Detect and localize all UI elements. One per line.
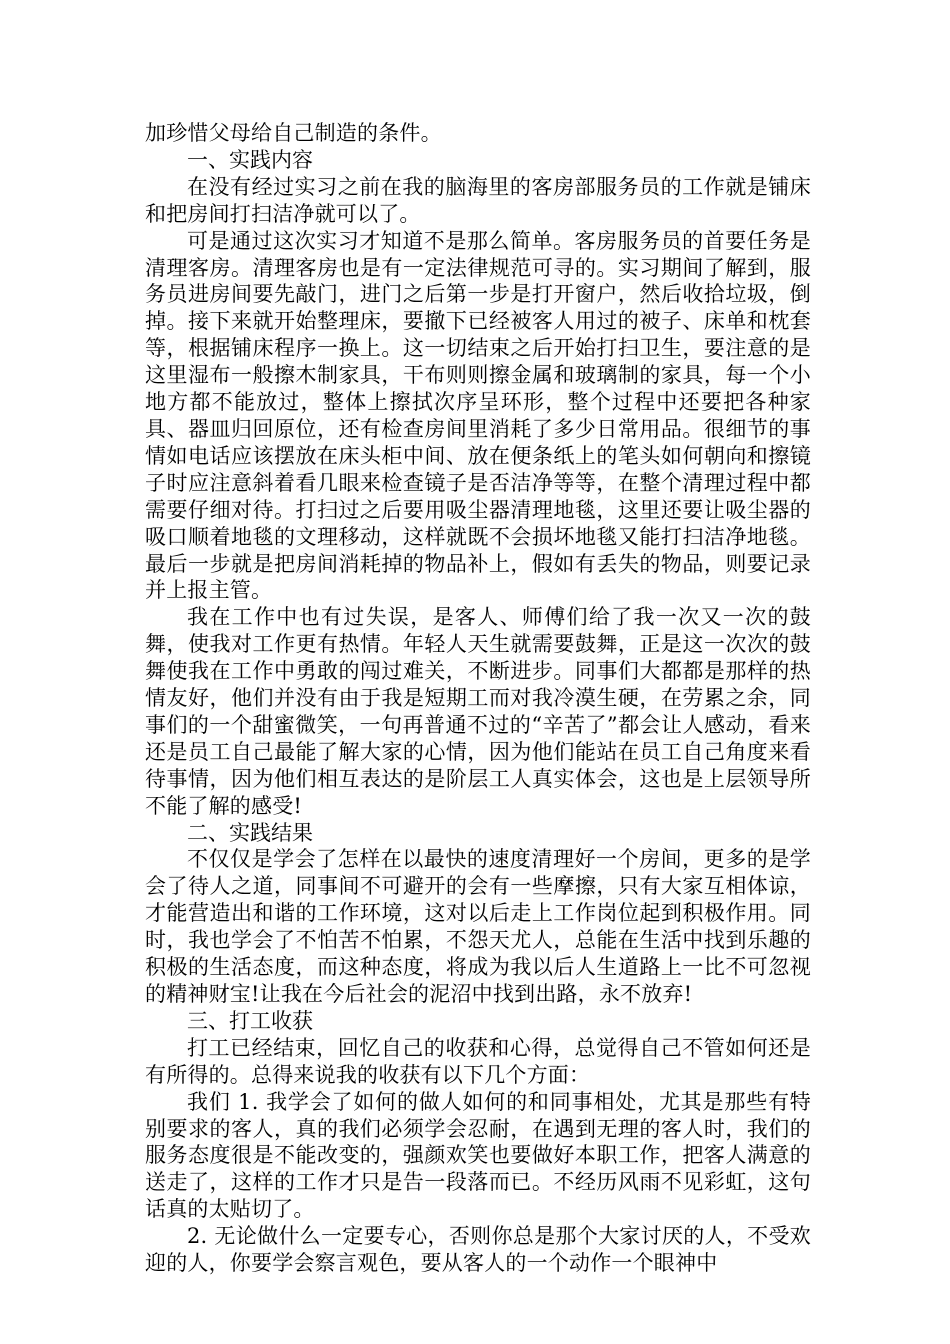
paragraph-mistakes-encouragement: 我在工作中也有过失误，是客人、师傅们给了我一次又一次的鼓舞，使我对工作更有热情。年轻人天生就需要鼓舞，正是这一次次的鼓舞使我在工作中勇敢的闯过难关，不断进步。同事们大都都是那样的热情友好，他们并没有由于我是短期工而对我冷漠生硬，在劳累之余，同事们的一个甜蜜微笑，一句再普通不过的“辛苦了”都会让人感动，看来还是员工自己最能了解大家的心情，因为他们能站在员工自己角度来看待事情，因为他们相互表达的是阶层工人真实体会，这也是上层领导所不能了解的感受! xyxy=(145,605,811,818)
document-page xyxy=(145,120,811,1277)
section-heading-practice-results: 二、实践结果 xyxy=(187,820,313,845)
paragraph-results: 不仅仅是学会了怎样在以最快的速度清理好一个房间，更多的是学会了待人之道，同事间不可避开的会有一些摩擦，只有大家互相体谅，才能营造出和谐的工作环境，这对以后走上工作岗位起到积极作用。同时，我也学会了不怕苦不怕累，不怨天尤人，总能在生活中找到乐趣的积极的生活态度，而这种态度，将成为我以后人生道路上一比不可忽视的精神财宝!让我在今后社会的泥沼中找到出路，永不放弃! xyxy=(145,847,811,1006)
paragraph-gain-2: 2. 无论做什么一定要专心，否则你总是那个大家讨厌的人，不受欢迎的人，你要学会察言观色，要从客人的一个动作一个眼神中 xyxy=(145,1224,811,1276)
paragraph-continuation: 加珍惜父母给自己制造的条件。 xyxy=(145,121,442,145)
paragraph-before-internship: 在没有经过实习之前在我的脑海里的客房部服务员的工作就是铺床和把房间打扫洁净就可以了。 xyxy=(145,174,811,226)
paragraph-gain-1: 我们 1. 我学会了如何的做人如何的和同事相处，尤其是那些有特别要求的客人，真的我们必须学会忍耐，在遇到无理的客人时，我们的服务态度很是不能改变的，强颜欢笑也要做好本职工作，把客人满意的送走了，这样的工作才只是告一段落而已。不经历风雨不见彩虹，这句话真的太贴切了。 xyxy=(145,1089,811,1222)
paragraph-room-cleaning: 可是通过这次实习才知道不是那么简单。客房服务员的首要任务是清理客房。清理客房也是有一定法律规范可寻的。实习期间了解到，服务员进房间要先敲门，进门之后第一步是打开窗户，然后收拾垃圾，倒掉。接下来就开始整理床，要撤下已经被客人用过的被子、床单和枕套等，根据铺床程序一换上。这一切结束之后开始打扫卫生，要注意的是这里湿布一般擦木制家具，干布则则擦金属和玻璃制的家具，每一个小地方都不能放过，整体上擦拭次序呈环形，整个过程中还要把各种家具、器皿归回原位，还有检查房间里消耗了多少日常用品。很细节的事情如电话应该摆放在床头柜中间、放在便条纸上的笔头如何朝向和擦镜子时应注意斜着看几眼来检查镜子是否洁净等等，在整个清理过程中都需要仔细对待。打扫过之后要用吸尘器清理地毯，这里还要让吸尘器的吸口顺着地毯的文理移动，这样就既不会损坏地毯又能打扫洁净地毯。最后一步就是把房间消耗掉的物品补上，假如有丢失的物品，则要记录并上报主管。 xyxy=(145,228,811,603)
paragraph-gains-intro: 打工已经结束，回忆自己的收获和心得，总觉得自己不管如何还是有所得的。总得来说我的收获有以下几个方面： xyxy=(145,1035,811,1087)
section-heading-practice-content: 一、实践内容 xyxy=(187,147,313,172)
section-heading-work-gains: 三、打工收获 xyxy=(187,1008,313,1033)
